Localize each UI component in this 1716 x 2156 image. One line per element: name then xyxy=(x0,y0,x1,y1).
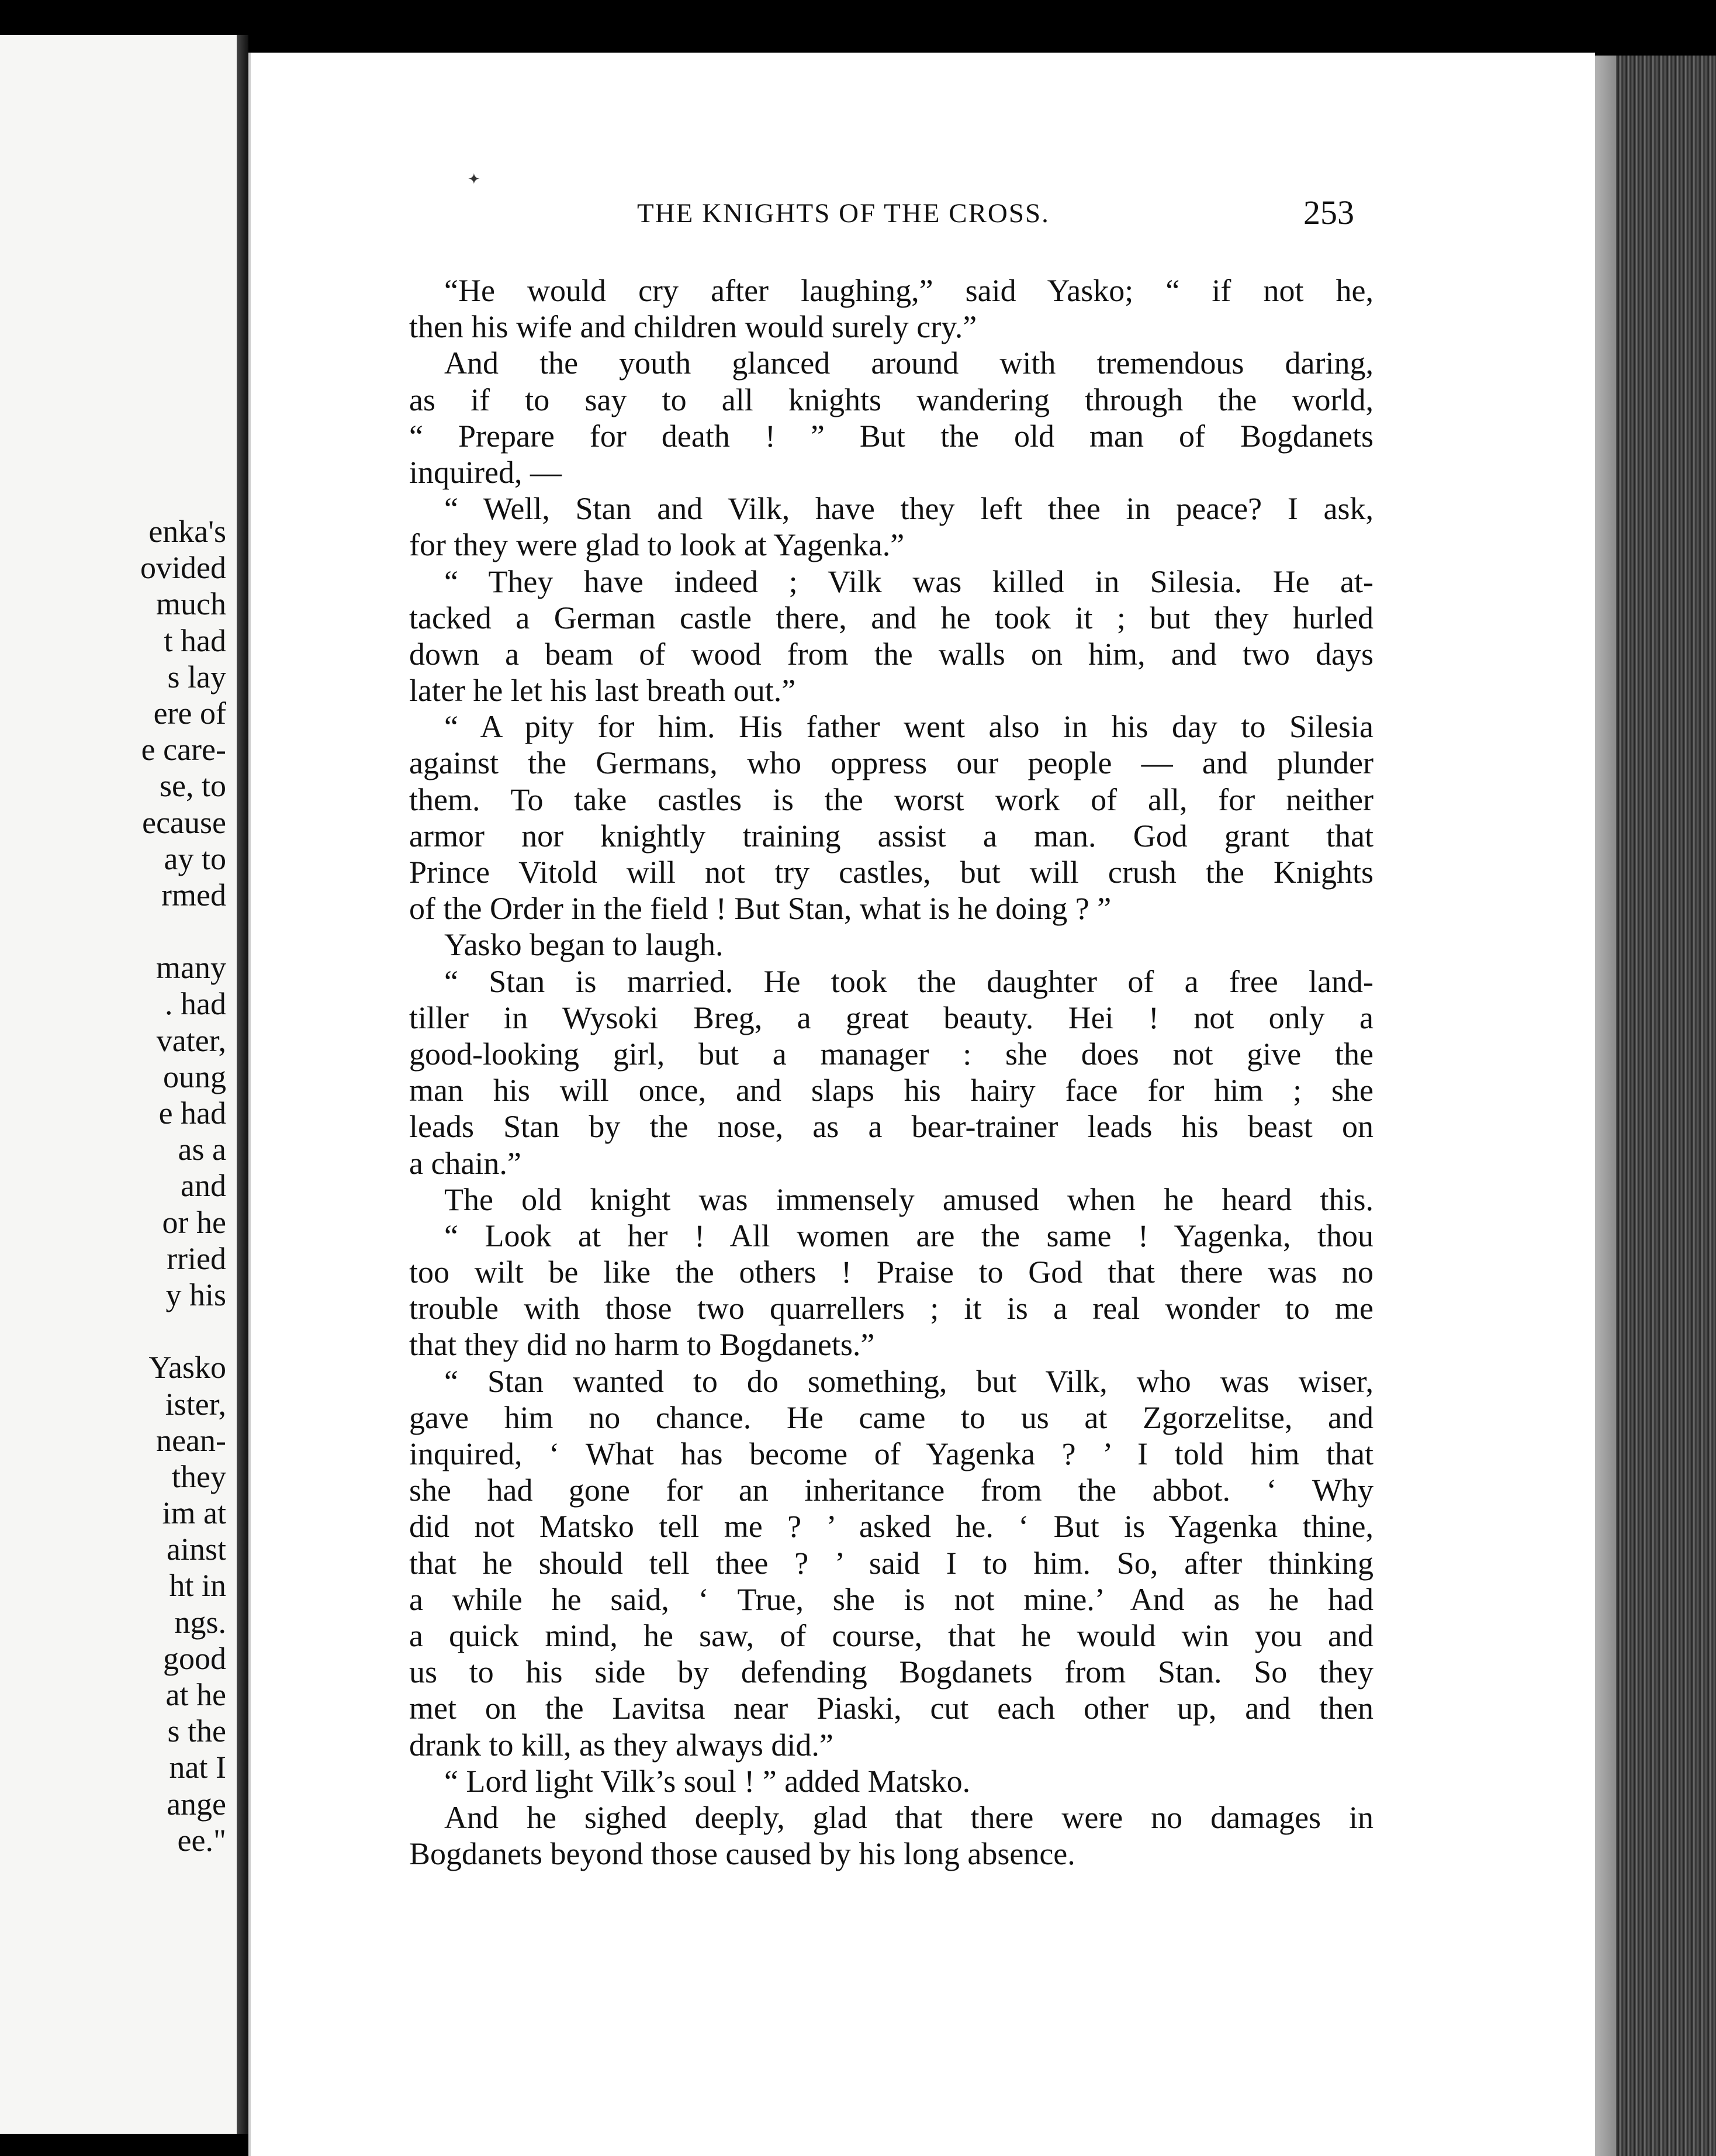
text-line: “ Prepare for death ! ” But the old man of Bogdanets xyxy=(409,418,1374,454)
text-line: armor nor knightly training assist a man. God grant that xyxy=(409,818,1374,854)
text-line: then his wife and children would surely cry.” xyxy=(409,309,977,345)
book-gutter xyxy=(237,35,248,2134)
facing-line-fragment: t had xyxy=(164,623,226,658)
text-line: And the youth glanced around with tremendous daring, xyxy=(444,345,1374,381)
facing-page-text xyxy=(0,513,226,1858)
text-line: “ Lord light Vilk’s soul ! ” added Matsko. xyxy=(444,1763,971,1799)
facing-line-fragment: they xyxy=(172,1459,226,1494)
facing-line-fragment: nean- xyxy=(156,1422,226,1458)
facing-line-fragment: oung xyxy=(163,1059,226,1094)
facing-line-fragment: ecause xyxy=(142,804,226,840)
text-line: gave him no chance. He came to us at Zgorzelitse, and xyxy=(409,1400,1374,1435)
text-line: that he should tell thee ? ’ said I to him. So, after thinking xyxy=(409,1545,1374,1581)
text-line: inquired, ‘ What has become of Yagenka ? ’ I told him that xyxy=(409,1436,1374,1471)
facing-line-fragment: ainst xyxy=(167,1532,226,1567)
facing-line-fragment: im at xyxy=(162,1495,226,1531)
text-line: “ Stan is married. He took the daughter of a free land- xyxy=(444,963,1374,999)
facing-line-fragment: ere of xyxy=(153,695,226,731)
text-line: “ They have indeed ; Vilk was killed in Silesia. He at- xyxy=(444,564,1374,599)
text-line: drank to kill, as they always did.” xyxy=(409,1727,833,1763)
text-line: “ Stan wanted to do something, but Vilk, who was wiser, xyxy=(444,1363,1374,1399)
facing-line-fragment: as a xyxy=(178,1132,226,1167)
facing-line-fragment: se, to xyxy=(160,768,226,804)
ink-speck: ✦ xyxy=(468,171,480,188)
facing-page-left xyxy=(0,35,240,2134)
facing-line-fragment: at he xyxy=(165,1677,226,1712)
text-line: did not Matsko tell me ? ’ asked he. ‘ But is Yagenka thine, xyxy=(409,1509,1374,1545)
text-line: tiller in Wysoki Breg, a great beauty. Hei ! not only a xyxy=(409,1000,1374,1035)
facing-line-fragment: ister, xyxy=(165,1386,226,1422)
running-head: THE KNIGHTS OF THE CROSS. xyxy=(637,198,1050,229)
facing-line-fragment: Yasko xyxy=(148,1350,226,1385)
text-line: tacked a German castle there, and he took it ; but they hurled xyxy=(409,600,1374,635)
text-line: down a beam of wood from the walls on him, and two days xyxy=(409,636,1374,672)
facing-line-fragment: ovided xyxy=(140,550,226,586)
text-line: “He would cry after laughing,” said Yasko; “ if not he, xyxy=(444,273,1374,308)
facing-line-fragment: ange xyxy=(167,1786,226,1822)
text-line: Prince Vitold will not try castles, but will crush the Knights xyxy=(409,855,1374,890)
text-line: trouble with those two quarrellers ; it is a real wonder to me xyxy=(409,1291,1374,1326)
facing-line-fragment xyxy=(0,913,226,949)
text-line: too wilt be like the others ! Praise to God that there was no xyxy=(409,1255,1374,1290)
facing-line-fragment: rried xyxy=(167,1241,226,1276)
text-line: a while he said, ‘ True, she is not mine.’ And as he had xyxy=(409,1581,1374,1617)
facing-line-fragment: ht in xyxy=(169,1568,226,1604)
text-line: leads Stan by the nose, as a bear-trainer leads his beast on xyxy=(409,1109,1374,1145)
facing-line-fragment: many xyxy=(156,950,226,986)
facing-line-fragment: much xyxy=(156,586,226,622)
facing-line-fragment: nat I xyxy=(169,1750,226,1785)
text-line: good-looking girl, but a manager : she does not give the xyxy=(409,1036,1374,1072)
text-line: a quick mind, he saw, of course, that he would win you and xyxy=(409,1618,1374,1653)
facing-line-fragment xyxy=(0,1313,226,1349)
facing-line-fragment: e had xyxy=(158,1096,226,1131)
text-line: The old knight was immensely amused when he heard this. xyxy=(444,1181,1374,1217)
text-line: “ A pity for him. His father went also in his day to Silesia xyxy=(444,709,1374,745)
facing-line-fragment: vater, xyxy=(156,1022,226,1058)
text-line: “ Well, Stan and Vilk, have they left thee in peace? I ask, xyxy=(444,491,1374,527)
text-line: them. To take castles is the worst work of all, for neither xyxy=(409,782,1374,817)
facing-line-fragment: s the xyxy=(167,1713,226,1749)
text-line: “ Look at her ! All women are the same ! Yagenka, thou xyxy=(444,1218,1374,1253)
facing-line-fragment: s lay xyxy=(167,659,226,695)
text-line: as if to say to all knights wandering through the world, xyxy=(409,382,1374,417)
facing-line-fragment: ay to xyxy=(164,841,226,876)
facing-line-fragment: y his xyxy=(165,1277,226,1312)
text-line: inquired, — xyxy=(409,454,562,490)
facing-line-fragment: and xyxy=(181,1168,226,1204)
facing-line-fragment: or he xyxy=(162,1204,226,1240)
text-line: met on the Lavitsa near Piaski, cut each other up, and then xyxy=(409,1691,1374,1726)
text-line: for they were glad to look at Yagenka.” xyxy=(409,527,905,563)
facing-line-fragment: good xyxy=(163,1640,226,1676)
facing-line-fragment: enka's xyxy=(148,514,226,549)
page-edges xyxy=(1581,56,1716,2156)
text-line: she had gone for an inheritance from the abbot. ‘ Why xyxy=(409,1473,1374,1508)
text-line: Yasko began to laugh. xyxy=(444,927,724,963)
text-line: a chain.” xyxy=(409,1145,521,1181)
facing-line-fragment: ee." xyxy=(177,1822,226,1858)
text-line: of the Order in the field ! But Stan, what is he doing ? ” xyxy=(409,891,1112,927)
text-line: And he sighed deeply, glad that there were no damages in xyxy=(444,1799,1374,1835)
text-line: later he let his last breath out.” xyxy=(409,673,796,709)
facing-line-fragment: ngs. xyxy=(174,1604,226,1640)
text-line: against the Germans, who oppress our people — and plunder xyxy=(409,745,1374,781)
text-line: us to his side by defending Bogdanets from Stan. So they xyxy=(409,1654,1374,1690)
text-line: man his will once, and slaps his hairy face for him ; she xyxy=(409,1073,1374,1108)
text-line: that they did no harm to Bogdanets.” xyxy=(409,1327,875,1363)
facing-line-fragment: e care- xyxy=(141,732,226,768)
text-line: Bogdanets beyond those caused by his long absence. xyxy=(409,1836,1075,1872)
facing-line-fragment: . had xyxy=(165,986,226,1022)
body-text xyxy=(409,272,1374,1872)
facing-line-fragment: rmed xyxy=(161,877,226,913)
page-number: 253 xyxy=(1303,194,1354,232)
